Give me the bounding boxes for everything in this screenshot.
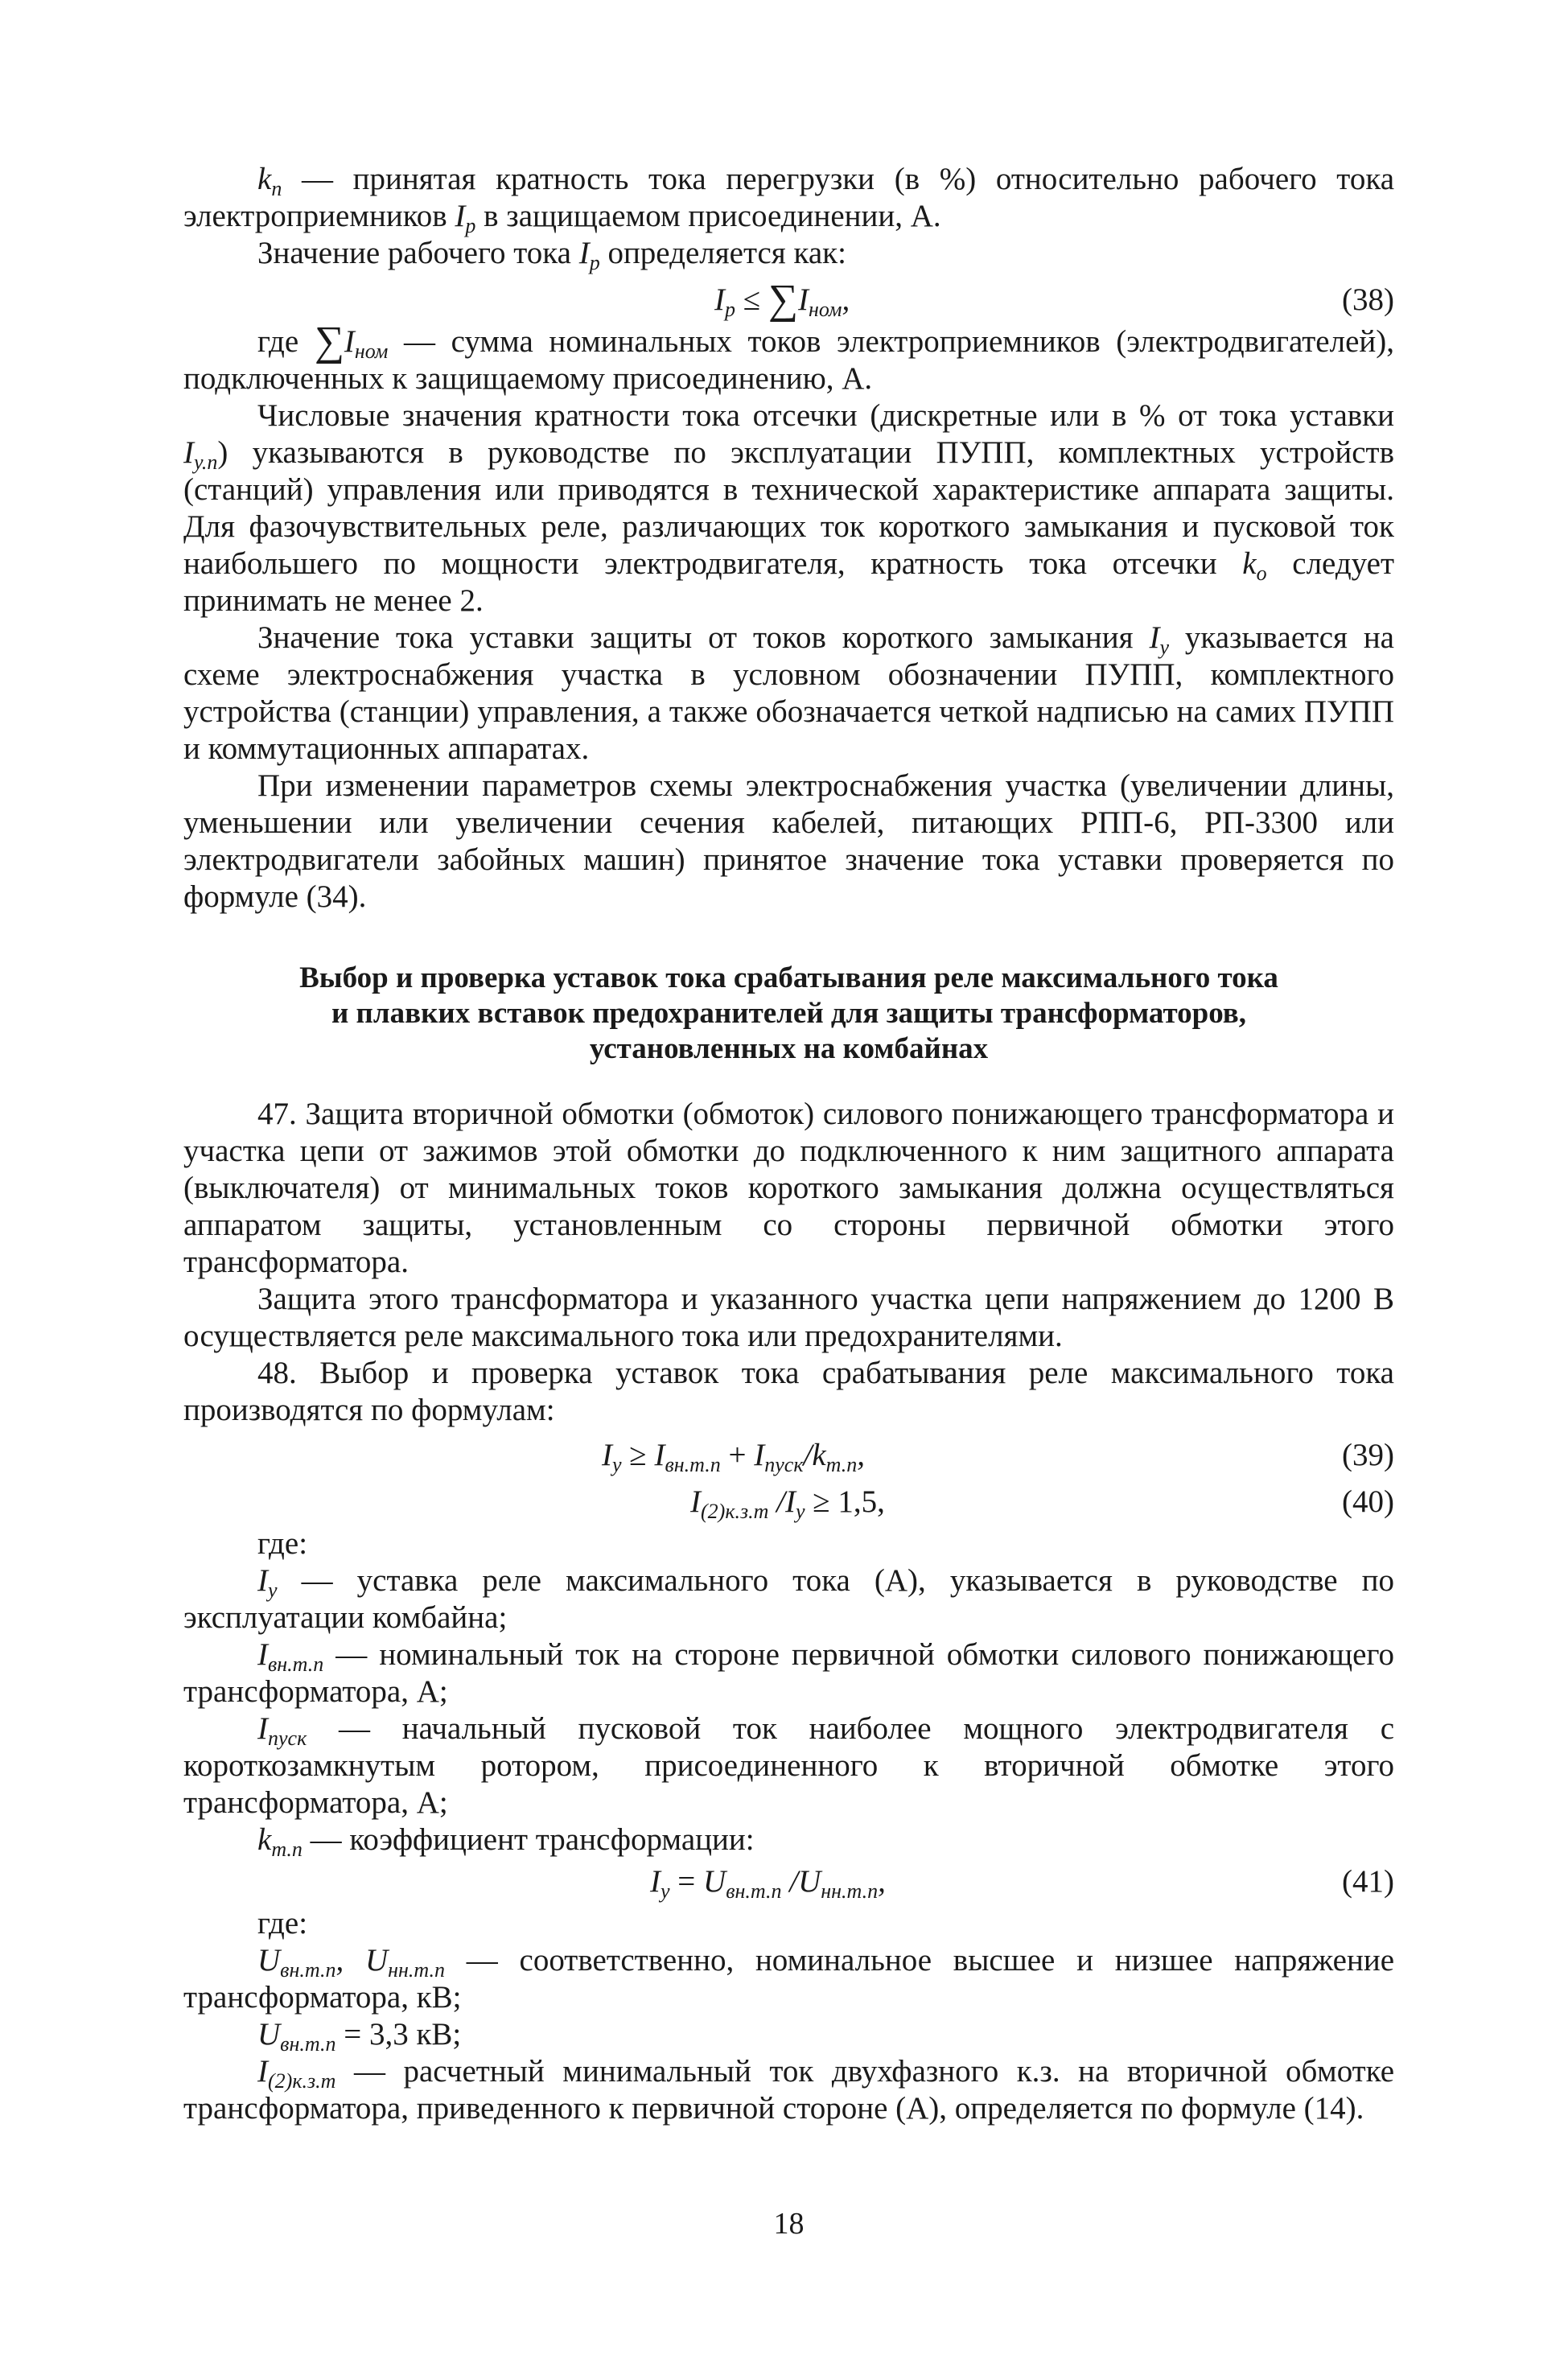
paragraph-work-current: Значение рабочего тока $I_р$ определяется как: <box>257 236 846 274</box>
definition-ipusk: $I_{пуск}$ — начальный пусковой ток наиболее мощного электродвигателя с короткозамкнутым ротором, присоединенного к вторичной обмотке этого трансформатора, А; <box>183 1711 1395 1820</box>
section-heading: Выбор и проверка уставок тока срабатывания реле максимального тока и плавких вставок предохранителей для защиты трансформаторов, установленных на комбайнах <box>299 961 1278 1065</box>
definition-voltage: $U_{вн.т.п}$, $U_{нн.т.п}$ — соответственно, номинальное высшее и низшее напряжение трансформатора, кВ; <box>183 1943 1395 2015</box>
page-content <box>183 161 1394 2127</box>
formula-41: $I_у = U_{вн.т.п}$ $/U_{нн.т.п}$, (41) <box>183 1858 1394 1905</box>
formula-39: $I_у \ge I_{вн.т.п} + I_{пуск}/k_{т.п}$, (39) <box>183 1432 1394 1479</box>
where-label: где: <box>257 1526 308 1561</box>
definition-ktn: $k_{т.п}$ — коэффициент трансформации: <box>257 1822 755 1861</box>
formula-40: $I_{(2)к.з.т}$ $/I_у \ge 1,5$, (40) <box>183 1479 1394 1525</box>
paragraph-setting-value: Значение тока уставки защиты от токов короткого замыкания $I_у$ указывается на схеме электроснабжения участка в условном обозначении ПУПП, комплектного устройства (станции) управления, а также обозначается четкой надписью на самих ПУПП и коммутационных аппаратах. <box>183 620 1394 766</box>
paragraph-parameter-change: При изменении параметров схемы электроснабжения участка (увеличении длины, уменьшении или увеличении сечения кабелей, питающих РПП-6, РП-3300 или электродвигатели забойных машин) принятое значение тока уставки проверяется по формуле (34). <box>183 768 1394 914</box>
page-number: 18 <box>773 2207 805 2241</box>
definition-iy: $I_у$ — уставка реле максимального тока (А), указывается в руководстве по эксплуатации комбайна; <box>183 1563 1394 1635</box>
paragraph-47: 47. Защита вторичной обмотки (обмоток) силового понижающего трансформатора и участка цепи от зажимов этой обмотки до подключенного к ним защитного аппарата (выключателя) от минимальных токов короткого замыкания должна осуществляться аппаратом защиты, установленным со стороны первичной обмотки этого трансформатора. <box>183 1097 1394 1279</box>
paragraph-48: 48. Выбор и проверка уставок тока срабатывания реле максимального тока производятся по формулам: <box>183 1356 1394 1427</box>
paragraph-sum-definition: где $\sum I_{ном}$ — сумма номинальных токов электроприемников (электродвигателей), подключенных к защищаемому присоединению, А. <box>183 319 1394 396</box>
formula-number: (39) <box>1342 1438 1394 1472</box>
formula-38: $I_р \le \sum I_{ном}$, (38) <box>714 277 1394 323</box>
definition-voltage-value: $U_{вн.т.п} = 3,3$ кВ; <box>257 2017 462 2056</box>
definition-i2kz: $I_{(2)к.з.т}$ — расчетный минимальный ток двухфазного к.з. на вторичной обмотке трансформатора, приведенного к первичной стороне (А), определяется по формуле (14). <box>183 2054 1395 2126</box>
where-label: где: <box>257 1906 308 1941</box>
formula-number: (38) <box>1342 282 1394 317</box>
definition-ivn: $I_{вн.т.п}$ — номинальный ток на стороне первичной обмотки силового понижающего трансформатора, А; <box>183 1637 1394 1709</box>
formula-number: (41) <box>1342 1864 1394 1899</box>
paragraph-protection-1200v: Защита этого трансформатора и указанного участка цепи напряжением до 1200 В осуществляется реле максимального тока или предохранителями. <box>183 1282 1394 1353</box>
paragraph-cutoff-ratio: Числовые значения кратности тока отсечки (дискретные или в % от тока уставки $I_{у.п}$) указываются в руководстве по эксплуатации ПУПП, комплектных устройств (станций) управления или приводятся в технической характеристике аппарата защиты. Для фазочувствительных реле, различающих ток короткого замыкания и пусковой ток наибольшего по мощности электродвигателя, кратность тока отсечки $k_о$ следует принимать не менее 2. <box>183 398 1395 618</box>
paragraph-kn-definition: $k_п$ — принятая кратность тока перегрузки (в %) относительно рабочего тока электроприемников $I_р$ в защищаемом присоединении, А. <box>183 162 1394 237</box>
formula-number: (40) <box>1342 1484 1394 1519</box>
